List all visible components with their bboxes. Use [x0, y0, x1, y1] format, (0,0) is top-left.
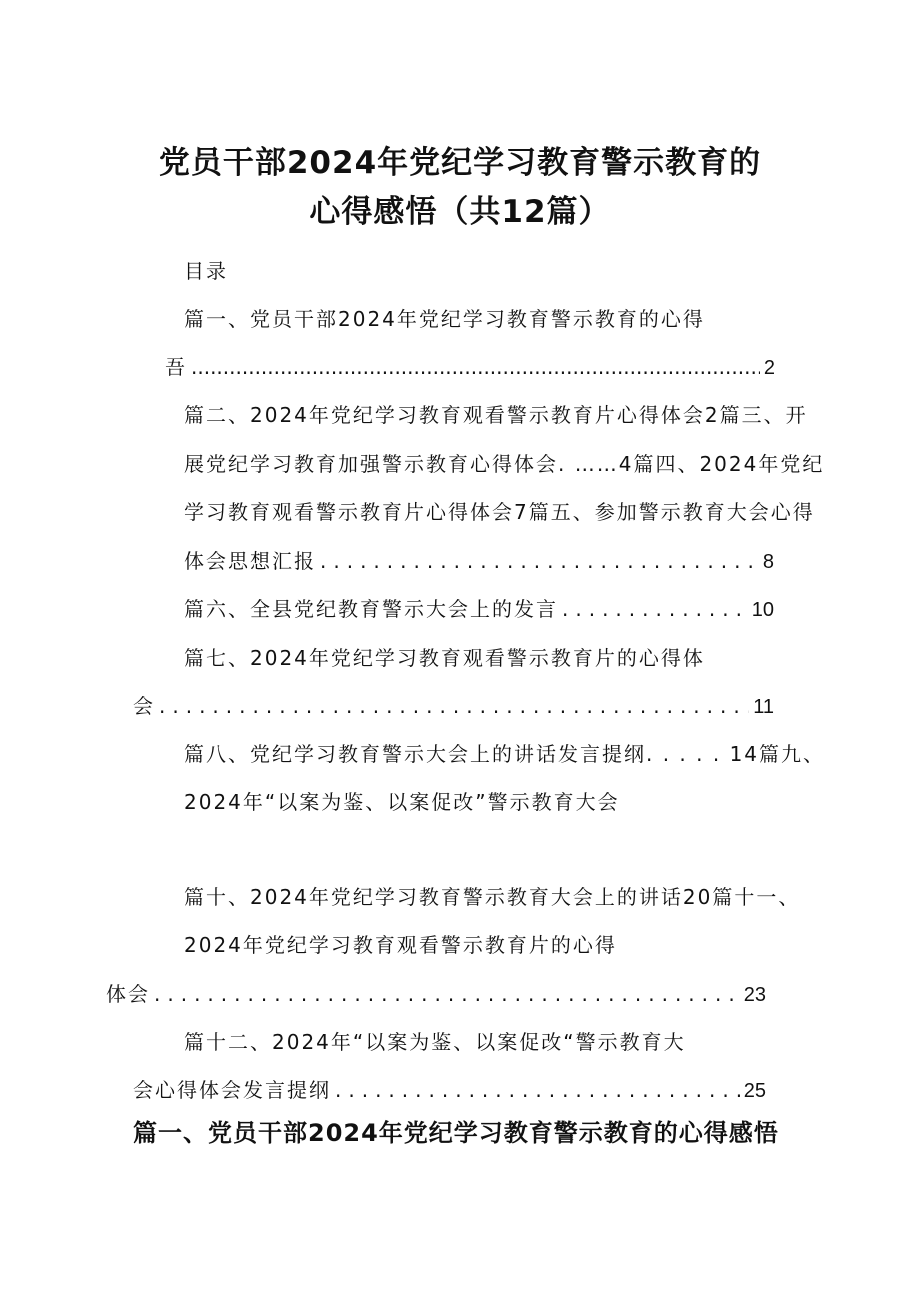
toc-item-12[interactable]: 篇十二、2024年“以案为鉴、以案促改“警示教育大 [184, 1030, 686, 1054]
toc-item-7-page: 11 [753, 696, 774, 718]
toc-item-11-page: 23 [743, 984, 766, 1006]
toc-leader-dots [154, 981, 740, 1007]
toc-items-10-11[interactable]: 篇十、2024年党纪学习教育警示教育大会上的讲话20篇十一、 [184, 885, 801, 909]
toc-item-6[interactable] [184, 596, 774, 623]
document-title-line-1: 党员干部2024年党纪学习教育警示教育的 [158, 145, 762, 181]
toc-item-12-tail: 会心得体会发言提纲 [133, 1078, 331, 1102]
toc-item-7-tail: 会 [133, 694, 155, 718]
toc-item-11-leader[interactable] [106, 981, 766, 1008]
toc-leader-dots [159, 693, 749, 719]
document-title-line-2: 心得感悟（共12篇） [309, 194, 611, 230]
section-1-heading: 篇一、党员干部2024年党纪学习教育警示教育的心得感悟 [133, 1119, 779, 1147]
toc-item-1[interactable]: 篇一、党员干部2024年党纪学习教育警示教育的心得 [184, 307, 705, 331]
toc-leader-dots [191, 354, 760, 380]
toc-item-11-tail: 体会 [106, 982, 150, 1006]
toc-item-1-leader[interactable] [165, 354, 775, 381]
toc-item-6-text: 篇六、全县党纪教育警示大会上的发言 [184, 597, 558, 621]
toc-item-5-leader[interactable] [184, 548, 774, 575]
toc-heading: 目录 [184, 259, 228, 283]
toc-item-6-page: 10 [751, 599, 774, 621]
toc-item-7[interactable]: 篇七、2024年党纪学习教育观看警示教育片的心得体 [184, 646, 705, 670]
toc-item-9[interactable]: 2024年“以案为鉴、以案促改”警示教育大会 [184, 790, 620, 814]
toc-leader-dots [320, 548, 759, 574]
toc-item-5-tail: 体会思想汇报 [184, 549, 316, 573]
toc-items-3-4[interactable]: 展党纪学习教育加强警示教育心得体会. ……4篇四、2024年党纪 [184, 452, 825, 476]
toc-item-11[interactable]: 2024年党纪学习教育观看警示教育片的心得 [184, 933, 617, 957]
toc-item-12-leader[interactable] [133, 1077, 766, 1104]
toc-item-12-page: 25 [743, 1080, 766, 1102]
toc-items-4-5[interactable]: 学习教育观看警示教育片心得体会7篇五、参加警示教育大会心得 [184, 500, 815, 524]
toc-items-8-9[interactable]: 篇八、党纪学习教育警示大会上的讲话发言提纲. . . . . 14篇九、 [184, 742, 826, 766]
toc-item-1-tail: 吾 [165, 355, 187, 379]
toc-item-5-page: 8 [762, 551, 774, 573]
toc-leader-dots [562, 596, 748, 622]
toc-items-2-3[interactable]: 篇二、2024年党纪学习教育观看警示教育片心得体会2篇三、开 [184, 403, 808, 427]
toc-leader-dots [335, 1077, 740, 1103]
toc-item-1-page: 2 [763, 357, 775, 379]
toc-item-7-leader[interactable] [133, 693, 774, 720]
